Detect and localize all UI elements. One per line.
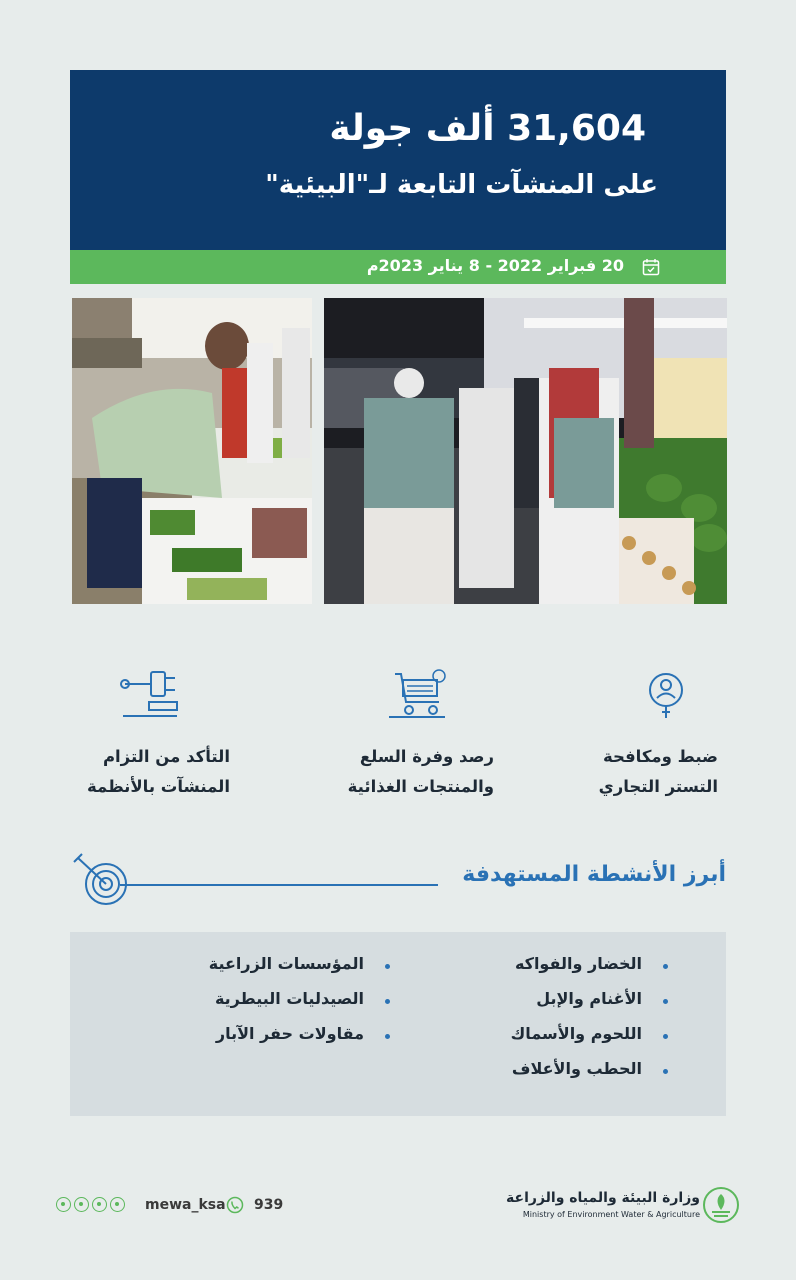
- headline: 31,604 ألف جولة: [329, 108, 646, 149]
- activities-column-b: [209, 954, 390, 1059]
- section-title: أبرز الأنشطة المستهدفة: [462, 862, 726, 887]
- snapchat-icon[interactable]: [92, 1197, 107, 1212]
- ministry-name-ar: وزارة البيئة والمياه والزراعة: [506, 1190, 700, 1206]
- list-item: مقاولات حفر الآبار: [209, 1024, 390, 1059]
- social-links: [56, 1197, 125, 1212]
- list-item: الحطب والأعلاف: [511, 1059, 668, 1094]
- section-divider: [120, 884, 438, 886]
- activities-box: [70, 932, 726, 1116]
- inspector-vegetables-photo: [72, 298, 312, 604]
- social-handle[interactable]: mewa_ksa: [145, 1197, 226, 1213]
- subheadline: على المنشآت التابعة لـ"البيئية": [265, 170, 658, 200]
- feature-label-line2: والمنتجات الغذائية: [347, 777, 494, 796]
- activities-column-a: [511, 954, 668, 1094]
- target-icon: [72, 852, 132, 912]
- inspectors-market-photo: [324, 298, 727, 604]
- list-item: الأغنام والإبل: [511, 989, 668, 1024]
- calendar-icon: [642, 258, 660, 276]
- feature-label-line2: التستر التجاري: [598, 777, 718, 796]
- gavel-icon: [115, 668, 185, 720]
- ministry-emblem-icon: [702, 1186, 740, 1224]
- list-item: الخضار والفواكه: [511, 954, 668, 989]
- phone-icon: [226, 1196, 244, 1214]
- phone-number[interactable]: 939: [254, 1197, 284, 1213]
- instagram-icon[interactable]: [110, 1197, 125, 1212]
- ministry-name-en: Ministry of Environment Water & Agriculture: [522, 1210, 700, 1219]
- header-banner: [70, 70, 726, 250]
- feature-compliance: [70, 668, 230, 802]
- feature-label-line2: المنشآت بالأنظمة: [87, 777, 230, 796]
- list-item: المؤسسات الزراعية: [209, 954, 390, 989]
- feature-goods-monitoring: [334, 668, 494, 802]
- feature-label-line1: التأكد من التزام: [102, 747, 230, 766]
- feature-label-line1: ضبط ومكافحة: [602, 747, 718, 766]
- feature-label-line1: رصد وفرة السلع: [359, 747, 494, 766]
- shopping-cart-icon: [379, 668, 449, 720]
- list-item: الصيدليات البيطرية: [209, 989, 390, 1024]
- twitter-icon[interactable]: [56, 1197, 71, 1212]
- linkedin-icon[interactable]: [74, 1197, 89, 1212]
- date-band: [70, 250, 726, 284]
- footer: [0, 1186, 796, 1226]
- feature-cover-up: [578, 668, 718, 802]
- list-item: اللحوم والأسماك: [511, 1024, 668, 1059]
- user-search-icon: [613, 668, 683, 720]
- date-range: 20 فبراير 2022 - 8 يناير 2023م: [366, 256, 624, 275]
